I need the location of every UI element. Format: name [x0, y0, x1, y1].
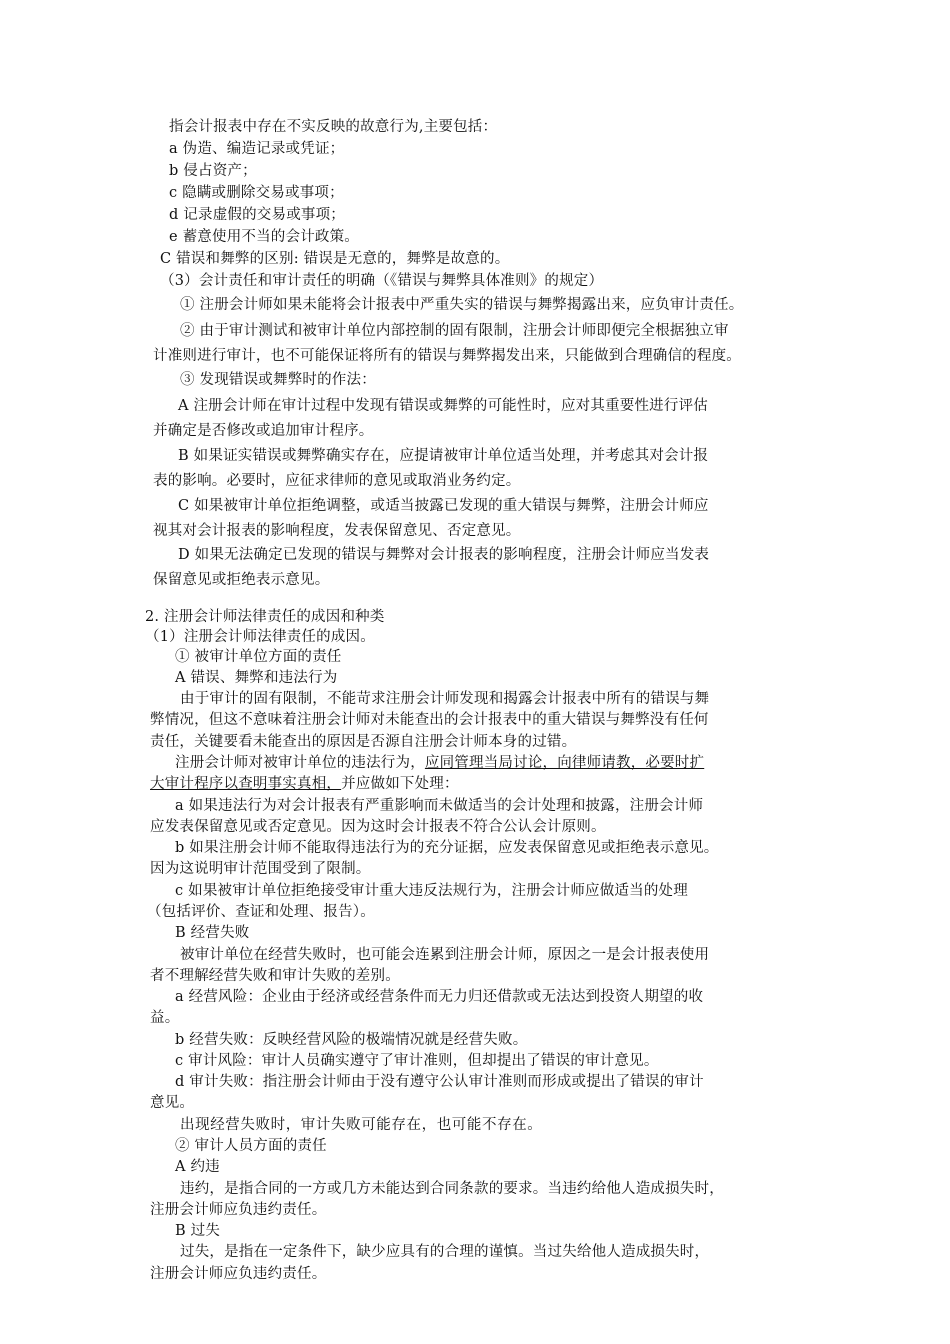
- text-line: 保留意见或拒绝表示意见。: [153, 572, 330, 588]
- text-line: a 经营风险：企业由于经济或经营条件而无力归还借款或无法达到投资人期望的收: [175, 989, 704, 1005]
- text-line: ③ 发现错误或舞弊时的作法：: [180, 372, 376, 388]
- text-line: b 经营失败：反映经营风险的极端情况就是经营失败。: [175, 1032, 528, 1048]
- text-line: 责任，关键要看未能查出的原因是否源自注册会计师本身的过错。: [150, 734, 577, 750]
- text-line: a 如果违法行为对会计报表有严重影响而未做适当的会计处理和披露，注册会计师: [175, 798, 704, 814]
- text-line: （包括评价、查证和处理、报告）。: [147, 904, 375, 920]
- underlined-text: 大审计程序以查明事实真相，: [150, 776, 342, 792]
- text-line: A 错误、舞弊和违法行为: [175, 670, 338, 686]
- text-line: 违约，是指合同的一方或几方未能达到合同条款的要求。当违约给他人造成损失时，: [180, 1181, 724, 1197]
- text-line: 并确定是否修改或追加审计程序。: [153, 423, 374, 439]
- text-line: 注册会计师应负违约责任。: [150, 1266, 327, 1282]
- text-line: b 侵占资产；: [169, 163, 257, 179]
- text-line: 因为这说明审计范围受到了限制。: [150, 861, 371, 877]
- underlined-text: 应同管理当局讨论，向律师请教，必要时扩: [424, 755, 705, 771]
- text-line: ① 被审计单位方面的责任: [175, 649, 342, 665]
- text-line: d 审计失败：指注册会计师由于没有遵守公认审计准则而形成或提出了错误的审计: [175, 1074, 704, 1090]
- section-heading: 2. 注册会计师法律责任的成因和种类: [145, 609, 385, 625]
- text-line: 应发表保留意见或否定意见。因为这时会计报表不符合公认会计原则。: [150, 819, 606, 835]
- text-segment: 并应做如下处理：: [341, 776, 459, 792]
- text-line: D 如果无法确定已发现的错误与舞弊对会计报表的影响程度，注册会计师应当发表: [178, 547, 710, 563]
- text-line: B 如果证实错误或舞弊确实存在，应提请被审计单位适当处理，并考虑其对会计报: [178, 448, 709, 464]
- text-line: ② 由于审计测试和被审计单位内部控制的固有限制，注册会计师即便完全根据独立审: [180, 323, 729, 339]
- text-line: d 记录虚假的交易或事项；: [169, 207, 345, 223]
- text-line: a 伪造、编造记录或凭证；: [169, 141, 345, 157]
- text-line: ① 注册会计师如果未能将会计报表中严重失实的错误与舞弊揭露出来，应负审计责任。: [180, 297, 744, 313]
- text-line: 注册会计师应负违约责任。: [150, 1202, 327, 1218]
- text-line: 表的影响。必要时，应征求律师的意见或取消业务约定。: [153, 473, 521, 489]
- text-line: [175, 754, 704, 774]
- text-line: A 注册会计师在审计过程中发现有错误或舞弊的可能性时，应对其重要性进行评估: [178, 398, 708, 414]
- text-line: 由于审计的固有限制，不能苛求注册会计师发现和揭露会计报表中所有的错误与舞: [180, 691, 710, 707]
- text-line: c 如果被审计单位拒绝接受审计重大违反法规行为，注册会计师应做适当的处理: [175, 883, 688, 899]
- text-line: A 约违: [175, 1159, 220, 1175]
- text-line: ② 审计人员方面的责任: [175, 1138, 327, 1154]
- text-line: 视其对会计报表的影响程度，发表保留意见、否定意见。: [153, 523, 521, 539]
- text-line: 被审计单位在经营失败时，也可能会连累到注册会计师，原因之一是会计报表使用: [180, 947, 710, 963]
- text-line: e 蓄意使用不当的会计政策。: [169, 229, 359, 245]
- text-line: 弊情况，但这不意味着注册会计师对未能查出的会计报表中的重大错误与舞弊没有任何: [150, 712, 709, 728]
- text-line: 过失，是指在一定条件下，缺少应具有的合理的谨慎。当过失给他人造成损失时，: [180, 1244, 710, 1260]
- text-line: B 经营失败: [175, 925, 250, 941]
- text-line: 者不理解经营失败和审计失败的差别。: [150, 968, 400, 984]
- text-line: 益。: [150, 1010, 180, 1026]
- text-line: 出现经营失败时，审计失败可能存在，也可能不存在。: [180, 1117, 543, 1133]
- text-line: 指会计报表中存在不实反映的故意行为,主要包括：: [169, 119, 498, 135]
- text-line: 计准则进行审计，也不可能保证将所有的错误与舞弊揭发出来，只能做到合理确信的程度。: [153, 348, 741, 364]
- text-segment: 注册会计师对被审计单位的违法行为，: [175, 755, 425, 771]
- text-line: c 隐瞒或删除交易或事项；: [169, 185, 344, 201]
- section-heading: （3）会计责任和审计责任的明确（《错误与舞弊具体准则》的规定）: [160, 273, 604, 289]
- text-line: 意见。: [150, 1095, 195, 1111]
- text-line: C 错误和舞弊的区别: 错误是无意的，舞弊是故意的。: [160, 251, 510, 267]
- text-line: C 如果被审计单位拒绝调整，或适当披露已发现的重大错误与舞弊，注册会计师应: [178, 498, 709, 514]
- text-line: b 如果注册会计师不能取得违法行为的充分证据，应发表保留意见或拒绝表示意见。: [175, 840, 719, 856]
- text-line: c 审计风险：审计人员确实遵守了审计准则，但却提出了错误的审计意见。: [175, 1053, 659, 1069]
- subsection-heading: （1）注册会计师法律责任的成因。: [145, 629, 375, 645]
- text-line: B 过失: [175, 1223, 221, 1239]
- text-line: [150, 775, 459, 795]
